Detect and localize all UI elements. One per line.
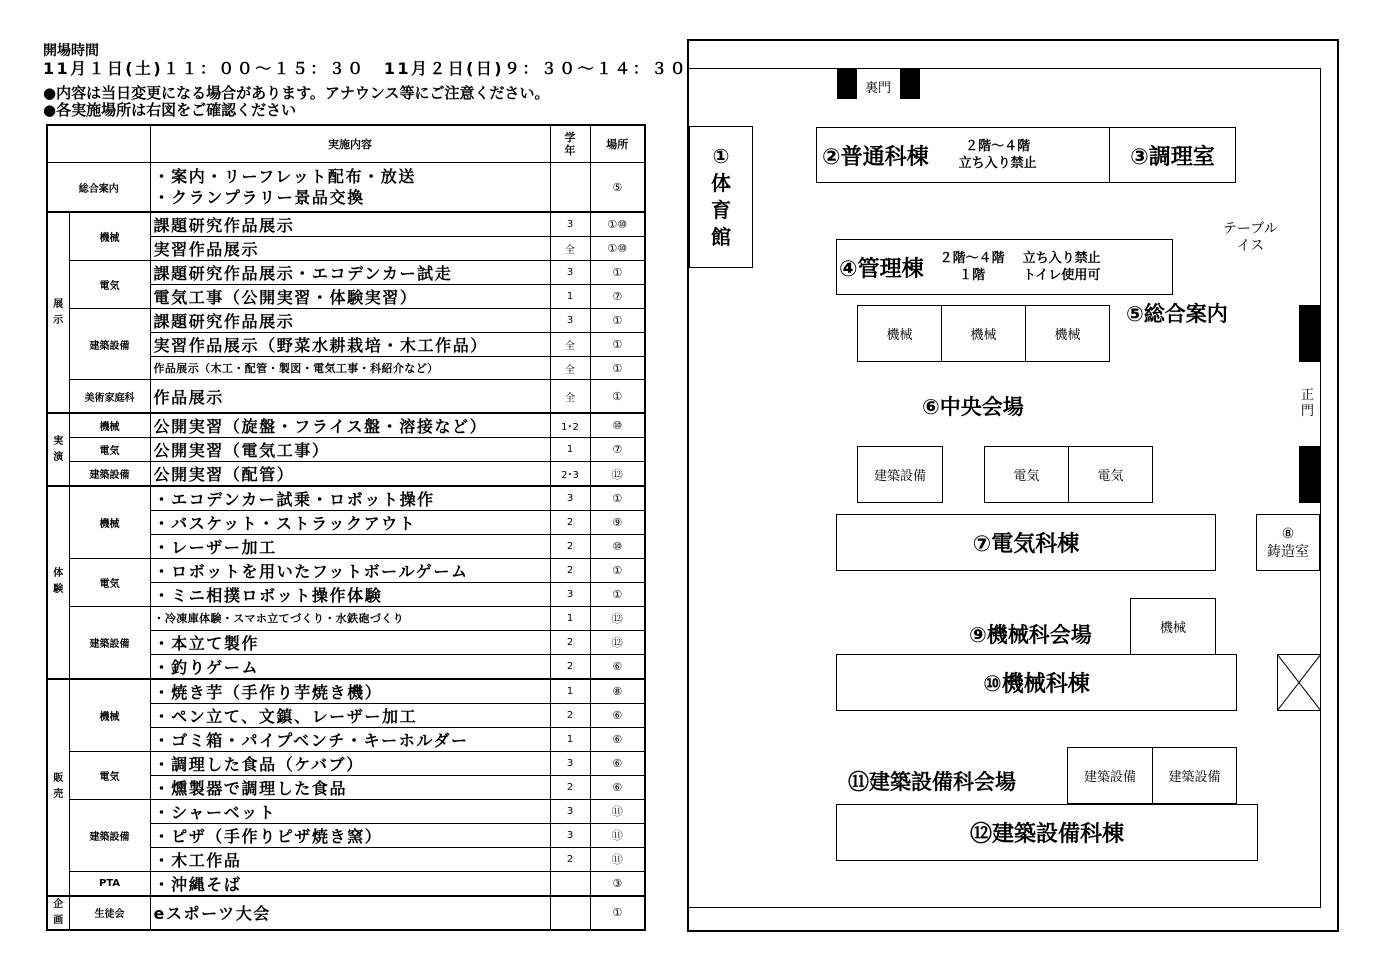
- activity-year: 2: [550, 847, 590, 871]
- category-sales: 販 売: [47, 679, 69, 896]
- activity-content: 作品展示（木工・配管・製図・電気工事・科紹介など）: [150, 357, 550, 380]
- activity-place: ①: [590, 380, 645, 414]
- activity-place: ⑥: [590, 775, 645, 799]
- machine-venue-label: ⑨機械科会場: [969, 623, 1092, 647]
- opening-hours-title: 開場時間: [43, 43, 99, 59]
- activity-place: ⑥: [590, 751, 645, 775]
- activity-year: 2: [550, 511, 590, 535]
- dept-building: 建築設備: [69, 607, 150, 679]
- table-row: [47, 261, 645, 285]
- activity-year: 3: [550, 799, 590, 823]
- activity-content: 作品展示: [150, 380, 550, 414]
- dept-electric: 電気: [69, 559, 150, 607]
- table-row: [47, 896, 645, 930]
- activity-content: eスポーツ大会: [150, 896, 550, 930]
- activity-year: 1: [550, 679, 590, 704]
- general-building-note: ２階〜４階 立ち入り禁止: [958, 139, 1037, 171]
- activity-content: 実習作品展示（野菜水耕栽培・木工作品）: [150, 333, 550, 357]
- table-row: [47, 380, 645, 414]
- activity-year: 2: [550, 703, 590, 727]
- schedule-table: [46, 124, 646, 931]
- header-blank: [47, 125, 150, 163]
- activity-place: ⑫: [590, 630, 645, 654]
- activity-content: ・レーザー加工: [150, 535, 550, 559]
- activity-place: ③: [590, 871, 645, 896]
- activity-place: ⑥: [590, 654, 645, 679]
- activity-place: ⑩: [590, 413, 645, 438]
- activity-place: ①: [590, 261, 645, 285]
- building-equipment-building: ⑫建築設備科棟: [836, 804, 1258, 861]
- activity-place: ⑥: [590, 727, 645, 751]
- dept-building: 建築設備: [69, 462, 150, 487]
- activity-year: 3: [550, 486, 590, 511]
- activity-year: 2: [550, 775, 590, 799]
- activity-content: ・ロボットを用いたフットボールゲーム: [150, 559, 550, 583]
- cooking-room: ③調理室: [1109, 127, 1236, 183]
- booth-machine-4: 機械: [1130, 598, 1216, 655]
- activity-place: ⑪: [590, 799, 645, 823]
- category-event: 企 画: [47, 896, 69, 930]
- activity-place: ⑨: [590, 511, 645, 535]
- activity-content: 課題研究作品展示・エコデンカー試走: [150, 261, 550, 285]
- admin-building-label: ④管理棟: [839, 256, 924, 282]
- booth-machine-1: 機械: [857, 305, 942, 362]
- activity-place: ①: [590, 309, 645, 333]
- category-experience: 体 験: [47, 486, 69, 678]
- booth-electric-1: 電気: [984, 446, 1069, 503]
- activity-content: ・木工作品: [150, 847, 550, 871]
- table-row: [47, 309, 645, 333]
- col-year-header: 学 年: [550, 125, 590, 163]
- activity-content: 課題研究作品展示: [150, 309, 550, 333]
- activity-place: ⑥: [590, 703, 645, 727]
- activity-year: 全: [550, 380, 590, 414]
- electric-building: ⑦電気科棟: [836, 514, 1216, 571]
- activity-content: ・調理した食品（ケバブ）: [150, 751, 550, 775]
- back-gate-post-right: [900, 69, 920, 99]
- dept-electric: 電気: [69, 751, 150, 799]
- activity-content: 公開実習（配管）: [150, 462, 550, 487]
- activity-content: ・バスケット・ストラックアウト: [150, 511, 550, 535]
- dept-art-home: 美術家庭科: [69, 380, 150, 414]
- foundry-room: ⑧ 鋳造室: [1256, 514, 1320, 571]
- activity-place: ①: [590, 583, 645, 607]
- activity-year: [550, 871, 590, 896]
- activity-place: ⑪: [590, 823, 645, 847]
- activity-place: ①⑩: [590, 237, 645, 261]
- table-row: [47, 559, 645, 583]
- activity-place: ⑧: [590, 679, 645, 704]
- activity-content: ・ミニ相撲ロボット操作体験: [150, 583, 550, 607]
- main-gate-post-top: [1299, 305, 1320, 362]
- table-row: [47, 438, 645, 462]
- activity-year: 2: [550, 559, 590, 583]
- activity-year: 3: [550, 583, 590, 607]
- activity-content: 課題研究作品展示: [150, 212, 550, 237]
- activity-year: 2: [550, 535, 590, 559]
- dept-building: 建築設備: [69, 799, 150, 871]
- table-row: [47, 486, 645, 511]
- activity-year: 1･2: [550, 413, 590, 438]
- activity-year: 1: [550, 285, 590, 309]
- dept-pta: PTA: [69, 871, 150, 896]
- activity-place: ①⑩: [590, 212, 645, 237]
- dept-machine: 機械: [69, 486, 150, 559]
- category-exhibit: 展 示: [47, 212, 69, 413]
- activity-year: 3: [550, 261, 590, 285]
- reception-area-label: ⑤総合案内: [1126, 302, 1228, 326]
- activity-content: ・燻製器で調理した食品: [150, 775, 550, 799]
- activity-content: 実習作品展示: [150, 237, 550, 261]
- activity-year: 2･3: [550, 462, 590, 487]
- col-content-header: 実施内容: [150, 125, 550, 163]
- activity-content: ・ピザ（手作りピザ焼き窯）: [150, 823, 550, 847]
- activity-content: ・冷凍庫体験・スマホ立てづくり・水鉄砲づくり: [150, 607, 550, 630]
- activity-place: ⑦: [590, 285, 645, 309]
- table-row-reception: [47, 163, 645, 213]
- dept-machine: 機械: [69, 413, 150, 438]
- activity-place: ①: [590, 333, 645, 357]
- activity-content: ・ペン立て、文鎮、レーザー加工: [150, 703, 550, 727]
- notice-change: ●内容は当日変更になる場合があります。アナウンス等にご注意ください。: [43, 84, 550, 102]
- activity-place: ①: [590, 559, 645, 583]
- dept-machine: 機械: [69, 212, 150, 261]
- activity-year: 1: [550, 727, 590, 751]
- booth-machine-2: 機械: [941, 305, 1026, 362]
- general-building-label: ②普通科棟: [822, 144, 929, 170]
- activity-content: 公開実習（旋盤・フライス盤・溶接など）: [150, 413, 550, 438]
- table-row: [47, 799, 645, 823]
- activity-year: 2: [550, 630, 590, 654]
- dept-electric: 電気: [69, 261, 150, 309]
- activity-content: ・ゴミ箱・パイプベンチ・キーホルダー: [150, 727, 550, 751]
- activity-place: ①: [590, 357, 645, 380]
- back-gate-label: 裏門: [865, 81, 892, 96]
- activity-place: ⑪: [590, 847, 645, 871]
- activity-content: ・シャーベット: [150, 799, 550, 823]
- table-row: [47, 462, 645, 487]
- booth-building-2: 建築設備: [1067, 747, 1153, 804]
- activity-year: 全: [550, 357, 590, 380]
- building-venue-label: ⑪建築設備科会場: [848, 770, 1016, 794]
- activity-year: 全: [550, 333, 590, 357]
- dept-building: 建築設備: [69, 309, 150, 380]
- general-building: [816, 127, 1110, 183]
- activity-year: 全: [550, 237, 590, 261]
- activity-year: 1: [550, 438, 590, 462]
- back-gate-post-left: [837, 69, 857, 99]
- dept-electric: 電気: [69, 438, 150, 462]
- dept-student-council: 生徒会: [69, 896, 150, 930]
- booth-building-3: 建築設備: [1152, 747, 1237, 804]
- activity-place: ⑫: [590, 462, 645, 487]
- booth-machine-3: 機械: [1025, 305, 1110, 362]
- activity-content: 公開実習（電気工事）: [150, 438, 550, 462]
- activity-year: 3: [550, 751, 590, 775]
- central-venue-label: ⑥中央会場: [922, 395, 1024, 419]
- activity-year: [550, 896, 590, 930]
- activity-place: ①: [590, 896, 645, 930]
- campus-map: [687, 39, 1339, 932]
- activity-year: 2: [550, 654, 590, 679]
- admin-building: [836, 239, 1173, 295]
- activity-place: ⑦: [590, 438, 645, 462]
- activity-place: ①: [590, 486, 645, 511]
- activity-year: 1: [550, 607, 590, 630]
- gym-building: ① 体 育 館: [689, 126, 753, 268]
- activity-year: 3: [550, 309, 590, 333]
- col-place-header: 場所: [590, 125, 645, 163]
- machine-building: ⑩機械科棟: [836, 654, 1237, 711]
- activity-content: ・エコデンカー試乗・ロボット操作: [150, 486, 550, 511]
- activity-content: 電気工事（公開実習・体験実習）: [150, 285, 550, 309]
- notice-map: ●各実施場所は右図をご確認ください: [43, 101, 297, 119]
- reception-year: [550, 163, 590, 213]
- booth-electric-2: 電気: [1068, 446, 1153, 503]
- booth-building-1: 建築設備: [857, 446, 943, 503]
- reception-label: 総合案内: [47, 163, 150, 213]
- admin-restriction-note: 立ち入り禁止 トイレ使用可: [1022, 251, 1101, 283]
- activity-year: 3: [550, 823, 590, 847]
- activity-content: ・本立て製作: [150, 630, 550, 654]
- activity-content: ・沖縄そば: [150, 871, 550, 896]
- main-gate-label: 正 門: [1301, 388, 1315, 419]
- table-row: [47, 871, 645, 896]
- reception-place: ⑤: [590, 163, 645, 213]
- table-row: [47, 413, 645, 438]
- table-chair-label: テーブル イス: [1223, 221, 1278, 254]
- admin-floor-note: ２階〜４階 １階: [939, 251, 1005, 283]
- category-demo: 実 演: [47, 413, 69, 486]
- activity-content: ・焼き芋（手作り芋焼き機）: [150, 679, 550, 704]
- crossed-out-area: [1277, 654, 1321, 711]
- dept-machine: 機械: [69, 679, 150, 752]
- table-row: [47, 607, 645, 630]
- activity-content: ・釣りゲーム: [150, 654, 550, 679]
- opening-hours-dates: 11月１日(土)１１：００〜１５：３０ 11月２日(日)９：３０〜１４：３０: [43, 59, 688, 78]
- reception-content: ・案内・リーフレット配布・放送 ・クランプラリー景品交換: [150, 163, 550, 213]
- activity-place: ⑩: [590, 535, 645, 559]
- activity-year: 3: [550, 212, 590, 237]
- table-row: [47, 679, 645, 704]
- table-row: [47, 751, 645, 775]
- table-header-row: [47, 125, 645, 163]
- main-gate-post-bottom: [1299, 446, 1320, 503]
- table-row: [47, 212, 645, 237]
- activity-place: ⑫: [590, 607, 645, 630]
